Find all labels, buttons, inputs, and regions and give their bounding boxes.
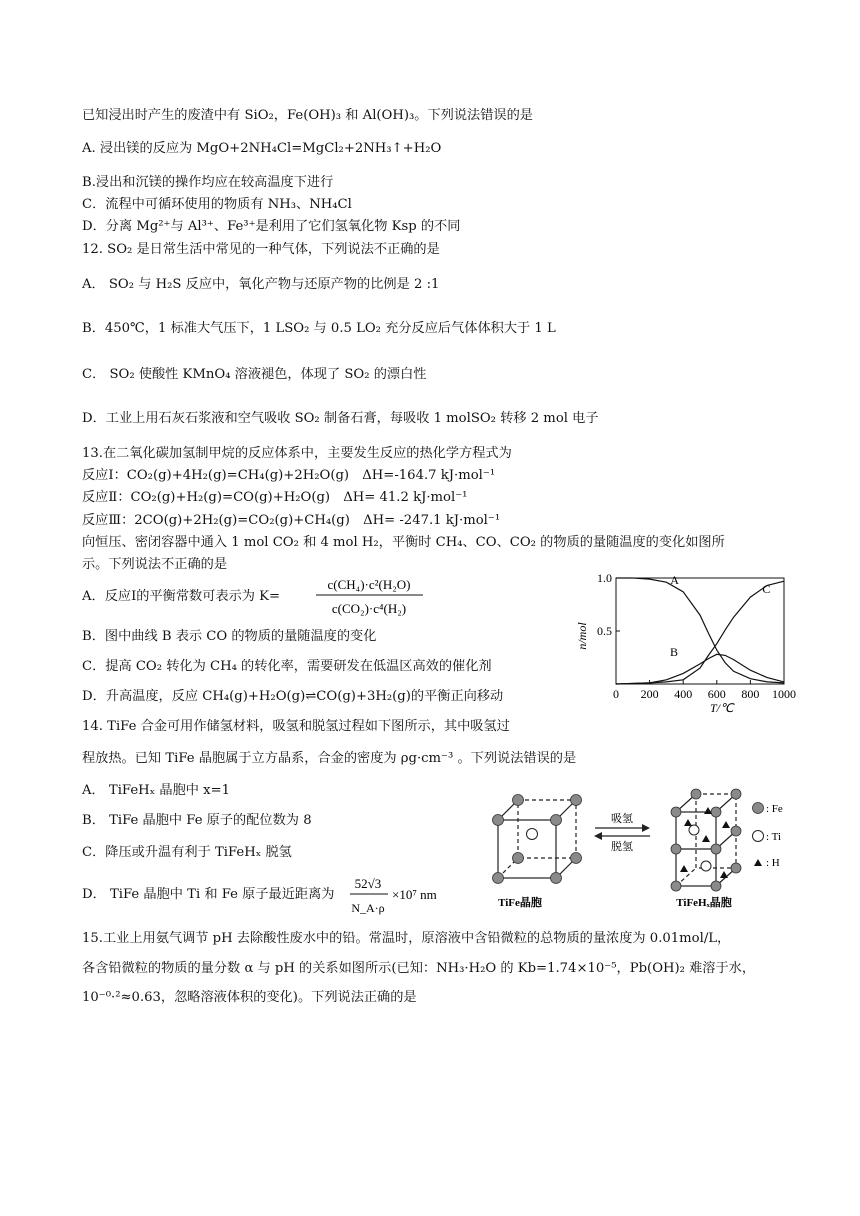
fe-atom bbox=[493, 873, 504, 884]
fe-atom bbox=[513, 795, 524, 806]
text-line: A． TiFeHₓ 晶胞中 x=1 bbox=[82, 783, 231, 798]
caption-tife: TiFe晶胞 bbox=[498, 897, 542, 909]
fe-atom bbox=[493, 815, 504, 826]
text-line: 程放热。已知 TiFe 晶胞属于立方晶系，合金的密度为 ρg·cm⁻³ 。下列说法错误的是 bbox=[82, 751, 577, 766]
k-expression bbox=[312, 573, 427, 621]
crystal-figure bbox=[480, 782, 800, 912]
arrow-label-top: 吸氢 bbox=[611, 813, 633, 825]
text-line: 反应Ⅲ：2CO(g)+2H₂(g)=CO₂(g)+CH₄(g) ΔH= -247.1 kJ·mol⁻¹ bbox=[82, 513, 501, 528]
x-tick-label: 1000 bbox=[772, 687, 796, 701]
h-atom bbox=[702, 835, 710, 842]
h-atom bbox=[680, 865, 688, 872]
k-numerator: c(CH₄)·c²(H₂O) bbox=[327, 577, 411, 592]
text-line: B． TiFe 晶胞中 Fe 原子的配位数为 8 bbox=[82, 813, 312, 828]
x-tick-label: 600 bbox=[707, 687, 726, 701]
text-line: C．降压或升温有利于 TiFeHₓ 脱氢 bbox=[82, 845, 292, 860]
h-atom bbox=[684, 819, 692, 826]
caption-tifehx: TiFeHₓ晶胞 bbox=[676, 897, 732, 909]
h-atom bbox=[722, 821, 730, 828]
tife-cell bbox=[498, 800, 576, 878]
h-atom bbox=[720, 871, 728, 878]
fe-atom bbox=[711, 881, 721, 891]
fe-atom bbox=[731, 826, 741, 836]
y-axis-label: n/mol bbox=[575, 622, 589, 650]
text-line: D． TiFe 晶胞中 Ti 和 Fe 原子最近距离为 bbox=[82, 887, 335, 902]
text-line: A．反应Ⅰ的平衡常数可表示为 K= bbox=[82, 589, 281, 604]
fe-atom bbox=[691, 789, 701, 799]
fe-atom bbox=[731, 863, 741, 873]
text-line: B.浸出和沉镁的操作均应在较高温度下进行 bbox=[82, 175, 334, 190]
text-line: 10⁻⁰·²≈0.63，忽略溶液体积的变化)。下列说法正确的是 bbox=[82, 990, 417, 1005]
ti-atom bbox=[689, 825, 699, 835]
fe-atom bbox=[571, 795, 582, 806]
legend-ti: : Ti bbox=[766, 831, 781, 843]
text-line: B．450℃，1 标准大气压下，1 LSO₂ 与 0.5 LO₂ 充分反应后气体体积大于 1 L bbox=[82, 321, 556, 336]
fe-atom bbox=[571, 853, 582, 864]
fe-atom bbox=[671, 881, 681, 891]
distance-expression bbox=[348, 872, 478, 920]
y-tick-label: 0.5 bbox=[597, 624, 612, 638]
x-axis-label: T/℃ bbox=[710, 701, 734, 715]
text-line: 反应Ⅰ：CO₂(g)+4H₂(g)=CH₄(g)+2H₂O(g) ΔH=-164.7 kJ·mol⁻¹ bbox=[82, 468, 496, 483]
text-line: 14. TiFe 合金可用作储氢材料，吸氢和脱氢过程如下图所示，其中吸氢过 bbox=[82, 719, 510, 734]
text-line: 各含铅微粒的物质的量分数 α 与 pH 的关系如图所示(已知：NH₃·H₂O 的 Kb=1.74×10⁻⁵，Pb(OH)₂ 难溶于水， bbox=[82, 961, 756, 976]
text-line: C．提高 CO₂ 转化为 CH₄ 的转化率，需要研发在低温区高效的催化剂 bbox=[82, 659, 492, 674]
text-line: 12. SO₂ 是日常生活中常见的一种气体，下列说法不正确的是 bbox=[82, 242, 440, 257]
fe-atom bbox=[551, 873, 562, 884]
text-line: 反应Ⅱ：CO₂(g)+H₂(g)=CO(g)+H₂O(g) ΔH= 41.2 kJ·mol⁻¹ bbox=[82, 490, 468, 505]
text-line: A. 浸出镁的反应为 MgO+2NH₄Cl=MgCl₂+2NH₃↑+H₂O bbox=[82, 141, 442, 156]
x-tick-label: 800 bbox=[741, 687, 760, 701]
fe-atom bbox=[711, 844, 721, 854]
text-line: A． SO₂ 与 H₂S 反应中，氧化产物与还原产物的比例是 2 :1 bbox=[82, 277, 440, 292]
text-line: 已知浸出时产生的废渣中有 SiO₂，Fe(OH)₃ 和 Al(OH)₃。下列说法错误的是 bbox=[82, 108, 533, 123]
distance-denominator: N_A·ρ bbox=[351, 901, 385, 915]
arrow-label-bottom: 脱氢 bbox=[611, 841, 633, 853]
y-tick-label: 1.0 bbox=[597, 571, 612, 585]
series-line-b bbox=[616, 654, 784, 684]
text-line: 13.在二氧化碳加氢制甲烷的反应体系中，主要发生反应的热化学方程式为 bbox=[82, 446, 512, 461]
distance-numerator: 52√3 bbox=[354, 876, 382, 891]
fe-atom bbox=[513, 853, 524, 864]
fe-atom bbox=[711, 807, 721, 817]
h-atom bbox=[704, 807, 712, 814]
legend-ti-symbol bbox=[753, 831, 764, 842]
fe-atom bbox=[671, 807, 681, 817]
legend-h-symbol bbox=[754, 859, 762, 866]
text-line: C． SO₂ 使酸性 KMnO₄ 溶液褪色，体现了 SO₂ 的漂白性 bbox=[82, 367, 427, 382]
legend-fe: : Fe bbox=[766, 803, 783, 815]
series-label-b: B bbox=[670, 644, 679, 659]
x-tick-label: 0 bbox=[613, 687, 619, 701]
distance-tail: ×10⁷ nm bbox=[392, 887, 437, 902]
x-tick-label: 200 bbox=[640, 687, 659, 701]
text-line: D．工业上用石灰石浆液和空气吸收 SO₂ 制备石膏，每吸收 1 molSO₂ 转移 2 mol 电子 bbox=[82, 411, 599, 426]
text-line: 向恒压、密闭容器中通入 1 mol CO₂ 和 4 mol H₂，平衡时 CH₄、CO、CO₂ 的物质的量随温度的变化如图所 bbox=[82, 535, 725, 550]
text-line: 15.工业上用氨气调节 pH 去除酸性废水中的铅。常温时，原溶液中含铅微粒的总物质的量浓度为 0.01mol/L， bbox=[82, 931, 731, 946]
k-denominator: c(CO₂)·c⁴(H₂) bbox=[331, 601, 407, 616]
text-line: B．图中曲线 B 表示 CO 的物质的量随温度的变化 bbox=[82, 629, 377, 644]
fe-atom bbox=[551, 815, 562, 826]
equilibrium-chart bbox=[570, 566, 796, 716]
series-line-c bbox=[616, 581, 784, 684]
text-line: D．分离 Mg²⁺与 Al³⁺、Fe³⁺是利用了它们氢氧化物 Ksp 的不同 bbox=[82, 219, 461, 234]
text-line: C．流程中可循环使用的物质有 NH₃、NH₄Cl bbox=[82, 197, 352, 212]
x-tick-label: 400 bbox=[674, 687, 693, 701]
ti-atom bbox=[701, 861, 711, 871]
series-label-c: C bbox=[762, 582, 771, 597]
fe-atom bbox=[671, 844, 681, 854]
legend-h: : H bbox=[766, 857, 780, 869]
series-label-a: A bbox=[670, 572, 679, 587]
text-line: 示。下列说法不正确的是 bbox=[82, 557, 228, 572]
text-line: D．升高温度，反应 CH₄(g)+H₂O(g)⇌CO(g)+3H₂(g)的平衡正向移动 bbox=[82, 689, 504, 704]
ti-atom bbox=[527, 829, 538, 840]
legend-fe-symbol bbox=[753, 803, 764, 814]
fe-atom bbox=[731, 789, 741, 799]
